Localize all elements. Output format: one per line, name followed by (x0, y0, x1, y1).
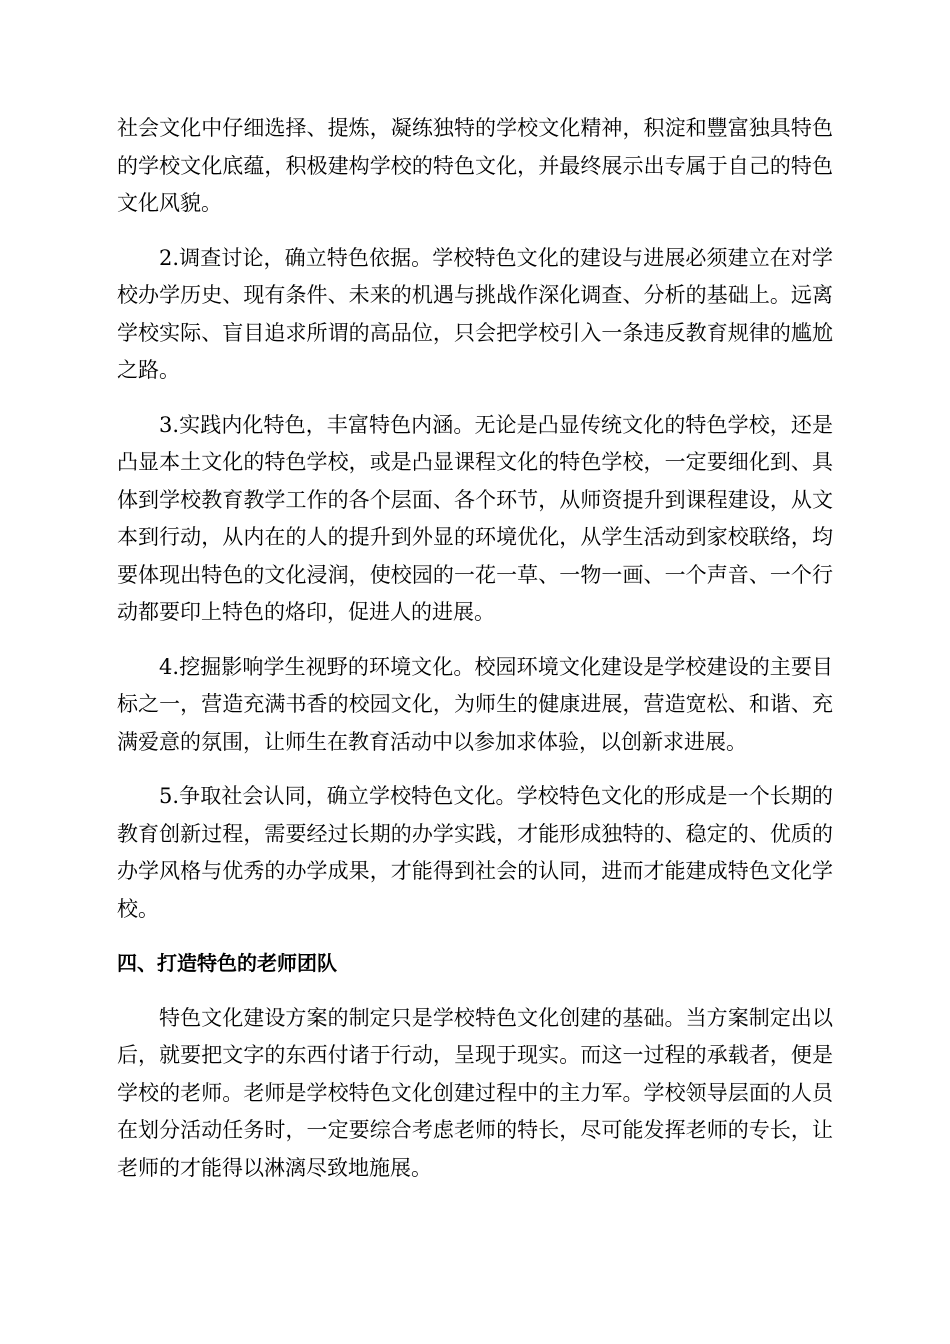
paragraph-item-4: 4.挖掘影响学生视野的环境文化。校园环境文化建设是学校建设的主要目标之一，营造充满书香的校园文化，为师生的健康进展，营造宽松、和谐、充满爱意的氛围，让师生在教育活动中以参加求体验，以创新求进展。 (117, 654, 833, 754)
paragraph-item-2: 2.调查讨论，确立特色依据。学校特色文化的建设与进展必须建立在对学校办学历史、现有条件、未来的机遇与挑战作深化调查、分析的基础上。远离学校实际、盲目追求所谓的高品位，只会把学校引入一条违反教育规律的尴尬之路。 (117, 245, 833, 382)
paragraph-section-body: 特色文化建设方案的制定只是学校特色文化创建的基础。当方案制定出以后，就要把文字的东西付诸于行动，呈现于现实。而这一过程的承载者，便是学校的老师。老师是学校特色文化创建过程中的主力军。学校领导层面的人员在划分活动任务时，一定要综合考虑老师的特长，尽可能发挥老师的专长，让老师的才能得以淋漓尽致地施展。 (117, 1005, 833, 1180)
section-heading: 四、打造特色的老师团队 (117, 951, 337, 975)
paragraph-continuation: 社会文化中仔细选择、提炼，凝练独特的学校文化精神，积淀和豐富独具特色的学校文化底蕴，积极建构学校的特色文化，并最终展示出专属于自己的特色文化风貌。 (117, 116, 833, 215)
document-page (117, 110, 833, 1204)
paragraph-item-5: 5.争取社会认同，确立学校特色文化。学校特色文化的形成是一个长期的教育创新过程，需要经过长期的办学实践，才能形成独特的、稳定的、优质的办学风格与优秀的办学成果，才能得到社会的认同，进而才能建成特色文化学校。 (117, 784, 833, 921)
paragraph-item-3: 3.实践内化特色，丰富特色内涵。无论是凸显传统文化的特色学校，还是凸显本土文化的特色学校，或是凸显课程文化的特色学校，一定要细化到、具体到学校教育教学工作的各个层面、各个环节，从师资提升到课程建设，从文本到行动，从内在的人的提升到外显的环境优化，从学生活动到家校联络，均要体现出特色的文化浸润，使校园的一花一草、一物一画、一个声音、一个行动都要印上特色的烙印，促进人的进展。 (117, 412, 833, 624)
